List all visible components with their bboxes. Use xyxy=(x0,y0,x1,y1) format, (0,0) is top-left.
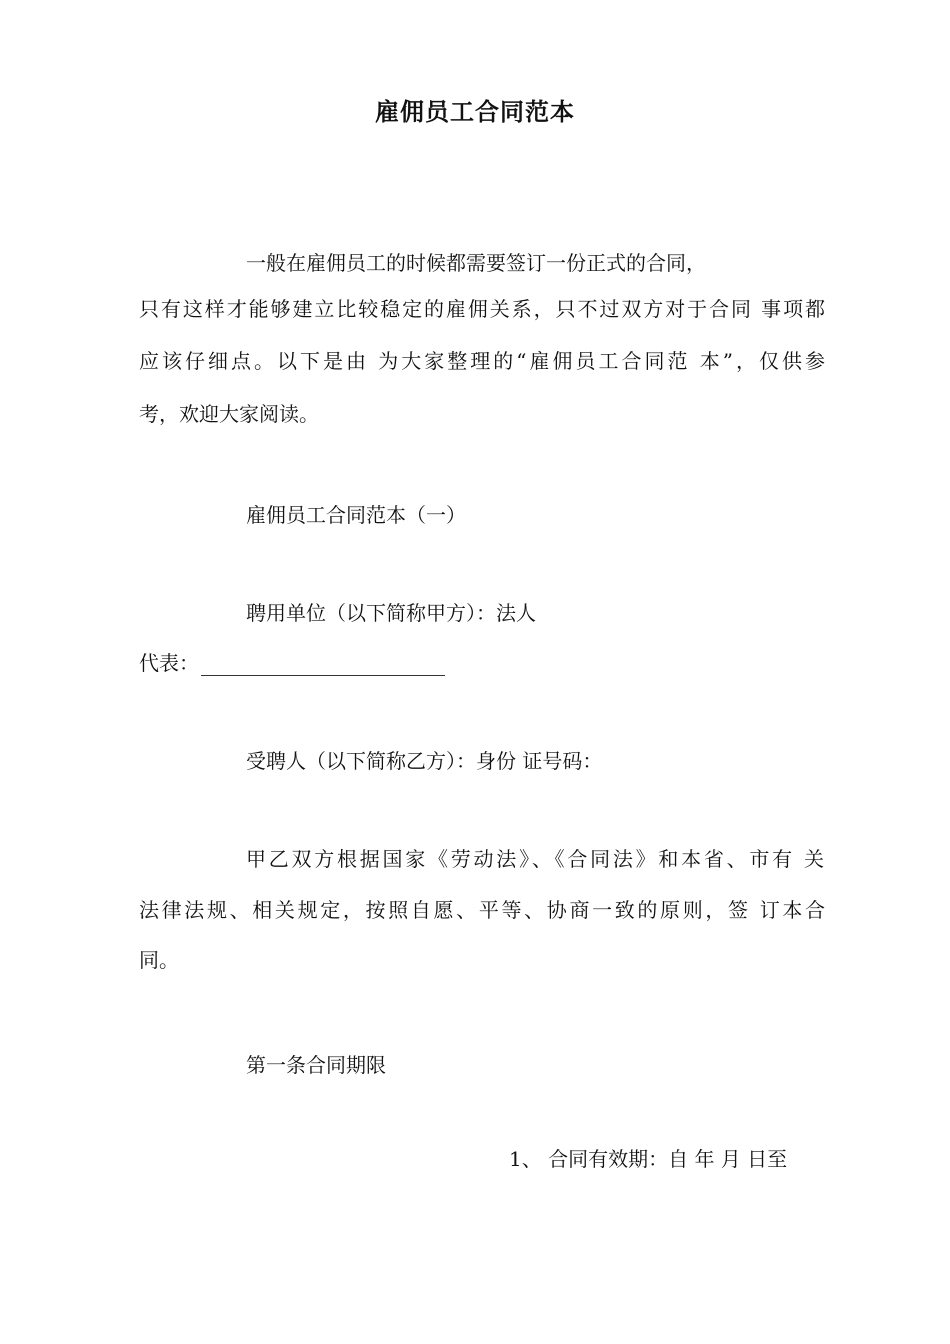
section-heading: 雇佣员工合同范本（一） xyxy=(246,503,466,527)
representative-label: 代表： xyxy=(139,651,199,675)
representative-line xyxy=(139,650,445,676)
basis-paragraph-line-1: 甲乙双方根据国家《劳动法》、《合同法》和本省、市有 关 xyxy=(246,847,824,871)
employer-label: 聘用单位（以下简称甲方）：法人 xyxy=(246,601,536,625)
intro-paragraph-line-3: 应该仔细点。以下是由 为大家整理的“雇佣员工合同范 本”，仅供参 xyxy=(139,349,825,373)
basis-paragraph-line-3: 同。 xyxy=(139,948,179,972)
intro-paragraph-line-1: 一般在雇佣员工的时候都需要签订一份正式的合同， xyxy=(246,251,706,275)
intro-paragraph-line-4: 考，欢迎大家阅读。 xyxy=(139,402,319,426)
article-1-item-1: 1、 合同有效期：自 年 月 日至 xyxy=(509,1147,788,1171)
representative-blank xyxy=(201,657,445,676)
document-title: 雇佣员工合同范本 xyxy=(375,98,575,126)
article-1-heading: 第一条合同期限 xyxy=(246,1053,386,1077)
basis-paragraph-line-2: 法律法规、相关规定，按照自愿、平等、协商一致的原则，签 订本合 xyxy=(139,898,825,922)
employee-label: 受聘人（以下简称乙方）：身份 证号码： xyxy=(246,749,603,773)
intro-paragraph-line-2: 只有这样才能够建立比较稳定的雇佣关系，只不过双方对于合同 事项都 xyxy=(139,297,825,321)
